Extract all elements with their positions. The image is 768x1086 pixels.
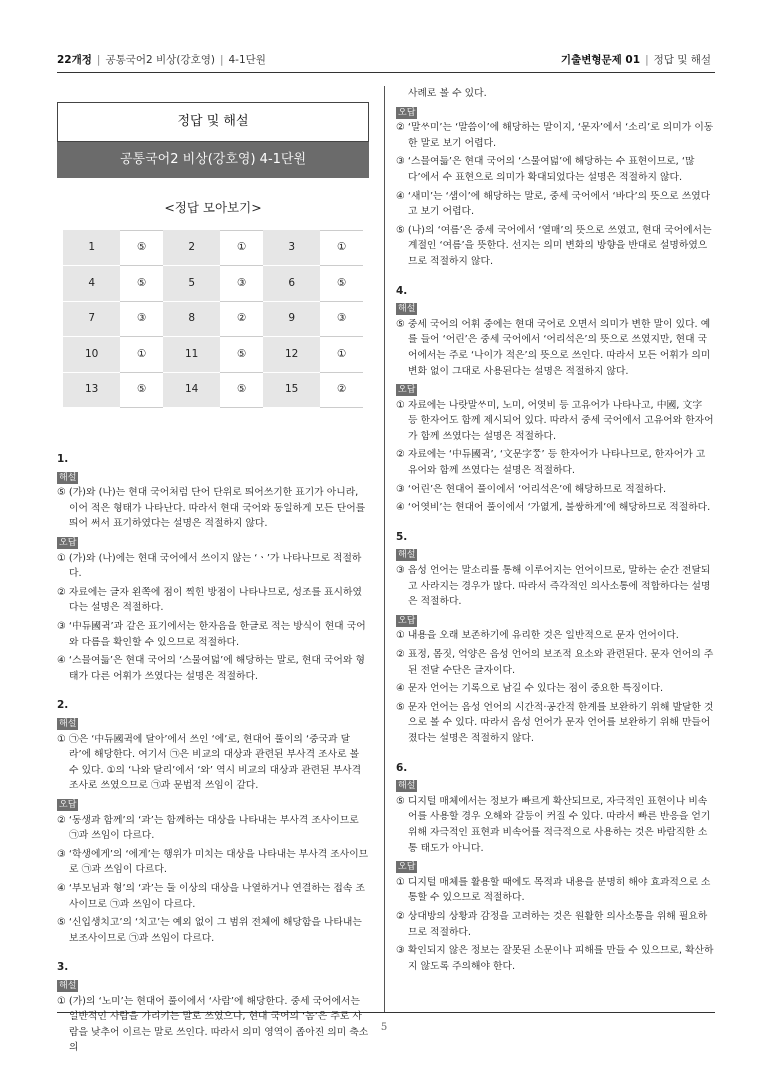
question-number-cell: 11 <box>163 337 220 373</box>
explanation-item: ⑤ (가)와 (나)는 현대 국어처럼 단어 단위로 띄어쓰기한 표기가 아니라, 이어 적은 형태가 나타난다. 따라서 현대 국어와 동일하게 모든 단어를 띄어 써서 표기하였다는 설명은 적절하지 않다. <box>57 487 366 530</box>
explanation-text: 사례로 볼 수 있다. <box>408 88 487 99</box>
answer-cell: ① <box>320 230 363 266</box>
section-tag: 해설 <box>398 781 416 792</box>
question-number-cell: 12 <box>263 337 320 373</box>
explanation-item: ④ ‘어엿비’는 현대어 풀이에서 ‘가엾게, 불쌍하게’에 해당하므로 적절하다. <box>396 502 711 514</box>
question-number-cell: 14 <box>163 372 220 408</box>
question-number-cell: 5 <box>163 266 220 302</box>
explanation-item: ① 내용을 오래 보존하기에 유리한 것은 일반적으로 문자 언어이다. <box>396 630 679 642</box>
label-row <box>396 105 714 121</box>
explanation-item: ① 자료에는 나랏말ᄊᆞ미, 노미, 어엿비 등 고유어가 나타나고, 中國, 文字 등 한자어도 함께 제시되어 있다. 따라서 중세 국어에서 고유어와 한자어가 함께 쓰였다는 설명은 적절하다. <box>396 399 714 442</box>
answer-cell: ⑤ <box>120 372 163 408</box>
answer-row <box>63 372 363 408</box>
question-number: 2. <box>57 699 69 712</box>
explanation-item: ② ‘동생과 함께’의 ‘과’는 함께하는 대상을 나타내는 부사격 조사이므로 ㉠과 쓰임이 다르다. <box>57 814 359 842</box>
explanation-item: ③ 확인되지 않은 정보는 잘못된 소문이나 피해를 만들 수 있으므로, 확산하지 않도록 주의해야 한다. <box>396 945 714 972</box>
section-tag: 오답 <box>398 385 416 396</box>
answer-row <box>63 301 363 337</box>
explanation-item: ③ ‘어린’은 현대어 풀이에서 ‘어리석은’에 해당하므로 적절하다. <box>396 483 667 495</box>
question-number: 3. <box>57 961 69 974</box>
label-row <box>57 797 369 813</box>
explanation-item: ② 표정, 몸짓, 억양은 음성 언어의 보조적 요소와 관련된다. 문자 언어의 주된 전달 수단은 글자이다. <box>396 649 714 676</box>
answer-row <box>63 230 363 266</box>
header-right: 기출변형문제 01 | 정답 및 해설 <box>560 54 711 66</box>
question-number: 1. <box>57 453 69 466</box>
explanation-item: ⑤ 중세 국어의 어휘 중에는 현대 국어로 오면서 의미가 변한 말이 있다. 예를 들어 ‘어린’은 중세 국어에서 ‘어리석은’의 뜻으로 쓰였지만, 현대 국어에서는 주로 ‘나이가 적은’의 뜻으로 쓰인다. 따라서 모든 어휘가 의미 변화 없이 그대로 사용된다는 설명은 적절하지 않다. <box>396 318 711 377</box>
label-row <box>57 716 369 732</box>
label-row <box>396 778 714 794</box>
label-row <box>396 382 714 398</box>
explanation-item: ⑤ (나)의 ‘여름’은 중세 국어에서 ‘열매’의 뜻으로 쓰였고, 현대 국어에서는 계절인 ‘여름’을 뜻한다. 선지는 의미 변화의 방향을 반대로 설명하였으므로 적절하지 않다. <box>396 224 712 267</box>
explanation-item: ④ ‘새미’는 ‘샘이’에 해당하는 말로, 중세 국어에서 ‘바다’의 뜻으로 쓰였다고 보기 어렵다. <box>396 190 711 218</box>
label-row <box>396 613 714 629</box>
explanation-item: ④ ‘스믈여듧’은 현대 국어의 ‘스물여덟’에 해당하는 말로, 현대 국어와 형태가 다른 어휘가 쓰였다는 설명은 적절하다. <box>57 655 365 682</box>
explanation-item: ② 상대방의 상황과 감정을 고려하는 것은 원활한 의사소통을 위해 필요하므로 적절하다. <box>396 910 708 938</box>
answer-cell: ③ <box>220 266 263 302</box>
label-row <box>57 535 369 551</box>
question-number-cell: 3 <box>263 230 320 266</box>
right-explanations <box>396 86 714 974</box>
question-number: 6. <box>396 761 408 774</box>
section-tag: 해설 <box>398 304 416 315</box>
explanation-item: ① (가)의 ‘노미’는 현대어 풀이에서 ‘사람’에 해당한다. 중세 국어에서는 일반적인 사람을 가리키는 말로 쓰였으나, 현대 국어의 ‘놈’은 주로 사람을 낮추어 이르는 말로 쓰인다. 따라서 의미 영역이 좁아진 의미 축소의 <box>57 995 369 1054</box>
question-number-cell: 6 <box>263 266 320 302</box>
header-left: 22개정 | 공통국어2 비상(강호영) | 4-1단원 <box>57 54 266 66</box>
answer-cell: ② <box>320 372 363 408</box>
column-divider <box>384 86 385 1012</box>
explanation-item: ③ 음성 언어는 말소리를 통해 이루어지는 언어이므로, 말하는 순간 전달되고 사라지는 경우가 많다. 따라서 즉각적인 의사소통에 적합하다는 설명은 적절하다. <box>396 565 711 608</box>
section-tag: 해설 <box>398 550 416 561</box>
answer-subtitle: 공통국어2 비상(강호영) 4-1단원 <box>57 142 369 178</box>
header-section: 정답 및 해설 <box>653 54 711 66</box>
label-row <box>396 547 714 563</box>
answer-cell: ① <box>120 337 163 373</box>
explanation-item: ③ ‘학생에게’의 ‘에게’는 행위가 미치는 대상을 나타내는 부사격 조사이므로 ㉠과 쓰임이 다르다. <box>57 848 369 876</box>
explanation-item: ⑤ ‘신입생치고’의 ‘치고’는 예외 없이 그 범위 전체에 해당함을 나타내는 보조사이므로 ㉠과 쓰임이 다르다. <box>57 917 362 944</box>
question-number-cell: 2 <box>163 230 220 266</box>
explanation-item: ⑤ 디지털 매체에서는 정보가 빠르게 확산되므로, 자극적인 표현이나 비속어를 사용할 경우 오해와 갈등이 커질 수 있다. 따라서 빠른 반응을 얻기 위해 자극적인 표현과 비속어를 적극적으로 사용하는 것은 바람직한 소통 태도가 아니다. <box>396 795 711 854</box>
explanation-item: ① (가)와 (나)에는 현대 국어에서 쓰이지 않는 ‘ㆍ’가 나타나므로 적절하다. <box>57 552 362 580</box>
answer-cell: ① <box>320 337 363 373</box>
question-number-cell: 10 <box>63 337 120 373</box>
explanation-item: ② ‘말ᄊᆞ미’는 ‘말씀이’에 해당하는 말이지, ‘문자’에서 ‘소리’로 의미가 이동한 말로 보기 어렵다. <box>396 122 714 149</box>
explanation-item: ① ㉠은 ‘中듀國귁에 달아’에서 쓰인 ‘에’로, 현대어 풀이의 ‘중국과 달라’에 해당한다. 여기서 ㉠은 비교의 대상과 관련된 부사격 조사로 볼 수 있다. ①의 ‘나와 달리’에서 ‘와’ 역시 비교의 대상과 관련된 부사격 조사로 쓰였으므로 ㉠과 문법적 쓰임이 같다. <box>57 733 362 792</box>
header-rule <box>57 72 715 73</box>
answer-cell: ⑤ <box>220 372 263 408</box>
answer-title: 정답 및 해설 <box>57 102 369 142</box>
header-series: 기출변형문제 01 <box>560 54 641 66</box>
section-tag: 해설 <box>59 980 77 991</box>
question-number-cell: 13 <box>63 372 120 408</box>
answer-cell: ③ <box>120 301 163 337</box>
question-number-cell: 7 <box>63 301 120 337</box>
header-edition: 22개정 <box>57 54 92 66</box>
explanation-item: ② 자료에는 글자 왼쪽에 점이 찍힌 방점이 나타나므로, 성조를 표시하였다는 설명은 적절하다. <box>57 586 362 614</box>
section-tag: 해설 <box>59 719 77 729</box>
answer-summary-heading: <정답 모아보기> <box>164 200 262 215</box>
answer-cell: ③ <box>320 301 363 337</box>
answer-cell: ① <box>220 230 263 266</box>
question-number-cell: 15 <box>263 372 320 408</box>
section-tag: 오답 <box>398 107 416 118</box>
answer-row <box>63 337 363 373</box>
explanation-item: ④ ‘부모님과 형’의 ‘과’는 둘 이상의 대상을 나열하거나 연결하는 접속 조사이므로 ㉠과 쓰임이 다르다. <box>57 882 365 910</box>
answer-cell: ⑤ <box>320 266 363 302</box>
answer-cell: ⑤ <box>120 230 163 266</box>
question-number: 5. <box>396 530 408 543</box>
right-column <box>396 86 714 977</box>
explanation-item: ② 자료에는 ‘中듀國귁’, ‘文문字ᄍᆞᆼ’ 등 한자어가 나타나므로, 한자어가 고유어와 함께 쓰였다는 설명은 적절하다. <box>396 449 706 477</box>
header-unit: 4-1단원 <box>228 54 266 66</box>
explanation-item: ③ ‘스믈여듧’은 현대 국어의 ‘스물여덟’에 해당하는 수 표현이므로, ‘많다’에서 수 표현으로 의미가 확대되었다는 설명은 적절하지 않다. <box>396 156 695 183</box>
label-row <box>396 301 714 317</box>
explanation-item: ⑤ 문자 언어는 음성 언어의 시간적·공간적 한계를 보완하기 위해 발달한 것으로 볼 수 있다. 따라서 음성 언어가 문자 언어를 보완하기 위해 만들어졌다는 설명은 적절하지 않다. <box>396 701 714 744</box>
label-row <box>396 859 714 875</box>
page-number: 5 <box>380 1022 388 1033</box>
question-number-cell: 8 <box>163 301 220 337</box>
section-tag: 오답 <box>59 799 77 810</box>
question-number-cell: 9 <box>263 301 320 337</box>
label-row <box>57 470 369 486</box>
explanation-item: ① 디지털 매체를 활용할 때에도 목적과 내용을 분명히 해야 효과적으로 소통할 수 있으므로 적절하다. <box>396 876 711 904</box>
question-number-cell: 1 <box>63 230 120 266</box>
question-number: 4. <box>396 284 408 297</box>
section-tag: 오답 <box>59 538 77 549</box>
header-subject: 공통국어2 비상(강호영) <box>105 54 215 66</box>
explanation-item: ③ ‘中듀國귁’과 같은 표기에서는 한자음을 한글로 적는 방식이 현대 국어와 다름을 확인할 수 있으므로 적절하다. <box>57 621 366 648</box>
section-tag: 오답 <box>398 862 416 873</box>
explanation-item: ④ 문자 언어는 기록으로 남길 수 있다는 점이 중요한 특징이다. <box>396 683 664 695</box>
question-number-cell: 4 <box>63 266 120 302</box>
answer-table <box>63 230 363 409</box>
answer-cell: ⑤ <box>120 266 163 302</box>
left-column <box>57 94 369 1059</box>
label-row <box>57 978 369 994</box>
section-tag: 해설 <box>59 472 77 483</box>
answer-cell: ⑤ <box>220 337 263 373</box>
answer-cell: ② <box>220 301 263 337</box>
section-tag: 오답 <box>398 615 416 626</box>
left-explanations <box>57 452 369 1056</box>
answer-row <box>63 266 363 302</box>
